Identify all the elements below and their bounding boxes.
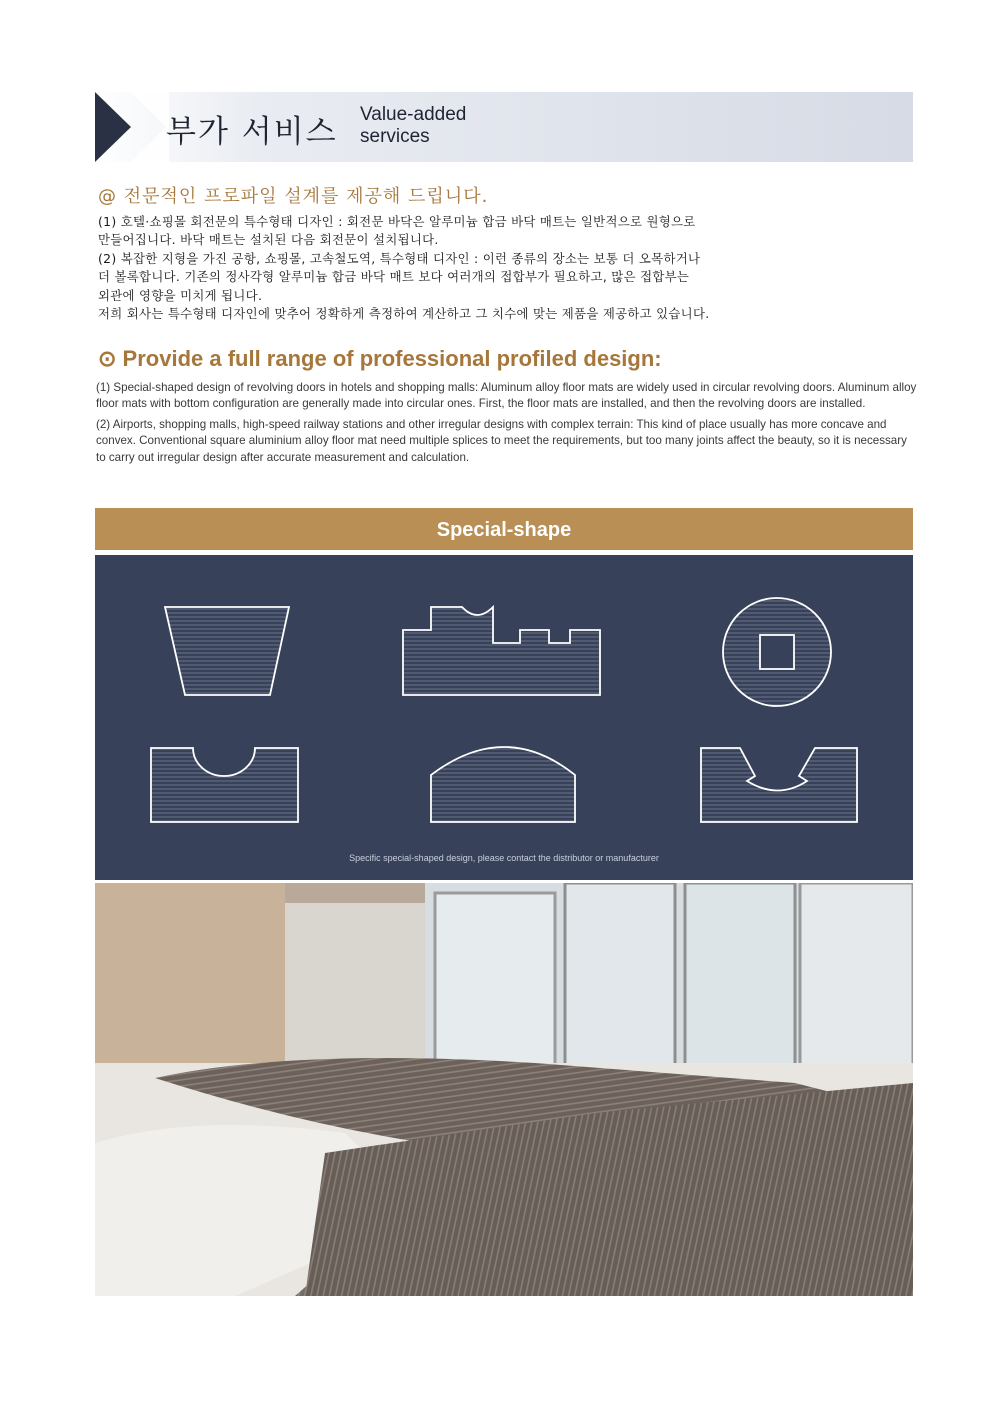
english-heading: ⊙ Provide a full range of professional profiled design: [98, 346, 662, 371]
english-paragraph-1: (1) Special-shaped design of revolving doors in hotels and shopping malls: Aluminum alloy floor mats are widely used in circular revolving doors. Aluminum alloy floor mats with bottom configuration are generally made into circular ones. First, the floor mats are installed, and then the revolving doors are installed. [96, 381, 917, 411]
shape-trapezoid [165, 607, 289, 695]
shape-notched-cutout [701, 748, 857, 822]
english-paragraph-2: (2) Airports, shopping malls, high-speed railway stations and other irregular designs with complex terrain: This kind of place usually has more concave and convex. Conventional square aluminium alloy floor mat need multiple splices to meet the requirements, but too many joints affect the beauty, so it is necessary to carry out irregular design after accurate measurement and calculation. [96, 417, 907, 464]
page-corner-mark [862, 1308, 952, 1398]
korean-line: 더 볼록합니다. 기존의 정사각형 알루미늄 합금 바닥 매트 보다 여러개의 접합부가 필요하고, 많은 접합부는 [98, 269, 690, 285]
korean-heading: @ 전문적인 프로파일 설계를 제공해 드립니다. [98, 186, 489, 207]
page-title-en-line2: services [360, 126, 430, 147]
shape-semicircle-cutout [151, 748, 298, 822]
korean-line: (1) 호텔·쇼핑몰 회전문의 특수형태 디자인 : 회전문 바닥은 알루미늄 합금 바닥 매트는 일반적으로 원형으로 [98, 214, 696, 229]
shapes-panel [95, 555, 913, 880]
korean-line: 저희 회사는 특수형태 디자인에 맞추어 정확하게 측정하여 계산하고 그 치수에 맞는 제품을 제공하고 있습니다. [98, 306, 710, 322]
korean-body [98, 213, 928, 323]
shapes-caption: Specific special-shaped design, please contact the distributor or manufacturer [349, 853, 659, 863]
page-title-en [360, 104, 540, 148]
korean-line: 외관에 영향을 미치게 됩니다. [98, 287, 263, 303]
header-chevron-icon [95, 92, 170, 162]
korean-line: (2) 복잡한 지형을 가진 공항, 쇼핑몰, 고속철도역, 특수형태 디자인 : 이런 종류의 장소는 보통 더 오목하거나 [98, 250, 701, 266]
shape-dome-rectangle [431, 747, 575, 822]
special-shape-title: Special-shape [95, 508, 913, 550]
korean-line: 만들어집니다. 바닥 매트는 설치된 다음 회전문이 설치됩니다. [98, 232, 439, 248]
shape-crenellated [403, 607, 600, 695]
english-body [96, 380, 918, 470]
page-title-ko: 부가 서비스 [166, 114, 338, 150]
shape-circle-square-hole [723, 598, 831, 706]
page-title-en-line1: Value-added [360, 104, 467, 125]
revolving-door-photo [95, 883, 913, 1296]
